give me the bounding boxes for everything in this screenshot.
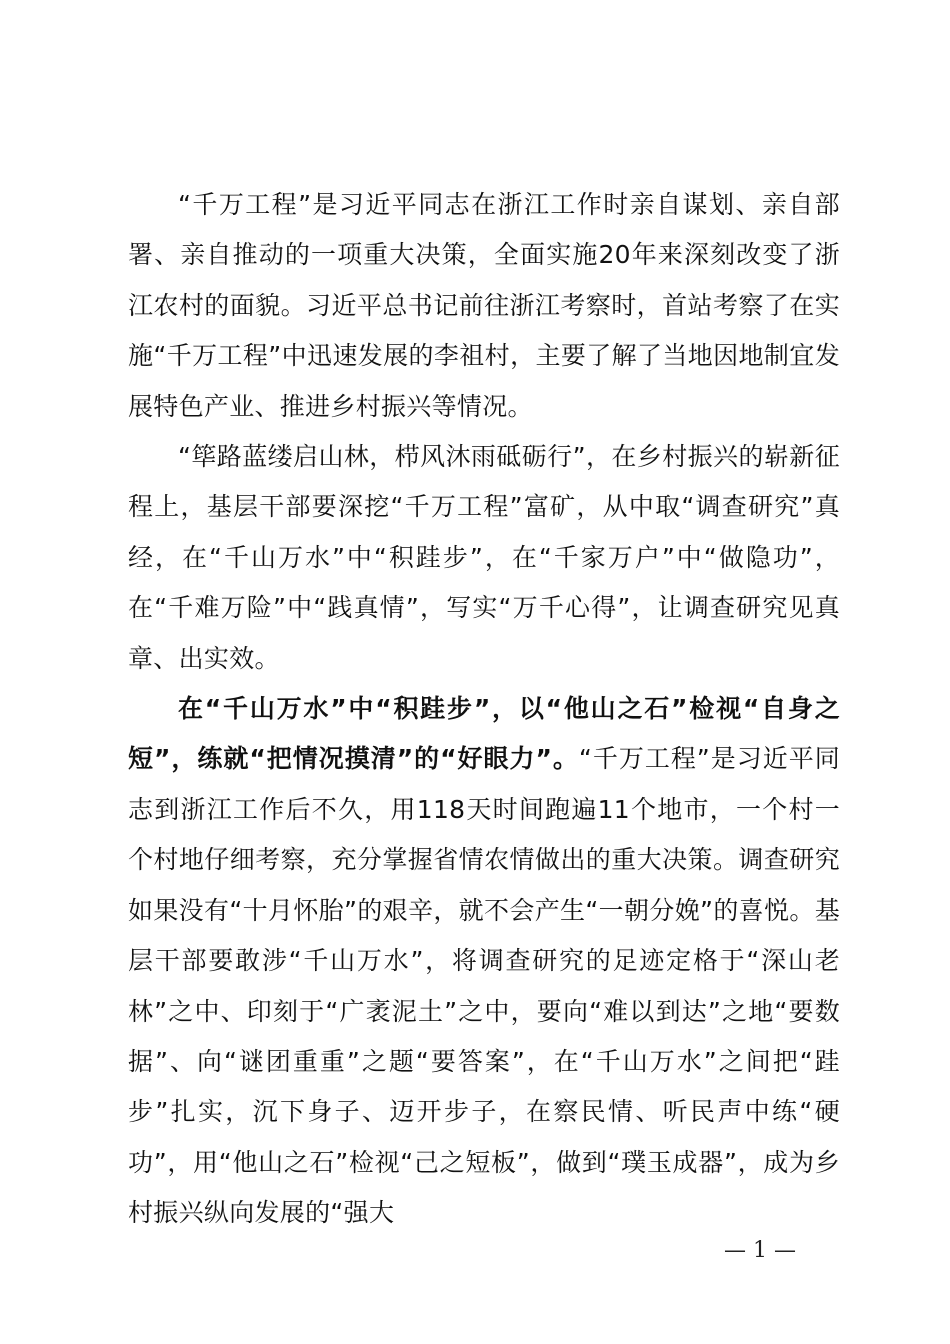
document-body [128, 180, 840, 1239]
paragraph-1 [128, 180, 840, 432]
paragraph-3-text: “千万工程”是习近平同志到浙江工作后不久，用118天时间跑遍11个地市，一个村一个村地仔细考察，充分掌握省情农情做出的重大决策。调查研究如果没有“十月怀胎”的艰辛，就不会产生“一朝分娩”的喜悦。基层干部要敢涉“千山万水”，将调查研究的足迹定格于“深山老林”之中、印刻于“广袤泥土”之中，要向“难以到达”之地“要数据”、向“谜团重重”之题“要答案”，在“千山万水”之间把“跬步”扎实，沉下身子、迈开步子，在察民情、听民声中练“硬功”，用“他山之石”检视“己之短板”，做到“璞玉成器”，成为乡村振兴纵向发展的“强大 [128, 744, 840, 1228]
paragraph-2 [128, 432, 840, 684]
page-number: — 1 — [724, 1238, 796, 1263]
paragraph-3 [128, 684, 840, 1238]
paragraph-2-text: “筚路蓝缕启山林，栉风沐雨砥砺行”，在乡村振兴的崭新征程上，基层干部要深挖“千万工程”富矿，从中取“调查研究”真经，在“千山万水”中“积跬步”，在“千家万户”中“做隐功”，在“千难万险”中“践真情”，写实“万千心得”，让调查研究见真章、出实效。 [128, 442, 840, 673]
paragraph-1-text: “千万工程”是习近平同志在浙江工作时亲自谋划、亲自部署、亲自推动的一项重大决策，全面实施20年来深刻改变了浙江农村的面貌。习近平总书记前往浙江考察时，首站考察了在实施“千万工程”中迅速发展的李祖村，主要了解了当地因地制宜发展特色产业、推进乡村振兴等情况。 [128, 190, 840, 421]
paragraph-3-heading: 在“千山万水”中“积跬步”，以“他山之石”检视“自身之短”，练就“把情况摸清”的“好眼力”。 [128, 694, 840, 774]
